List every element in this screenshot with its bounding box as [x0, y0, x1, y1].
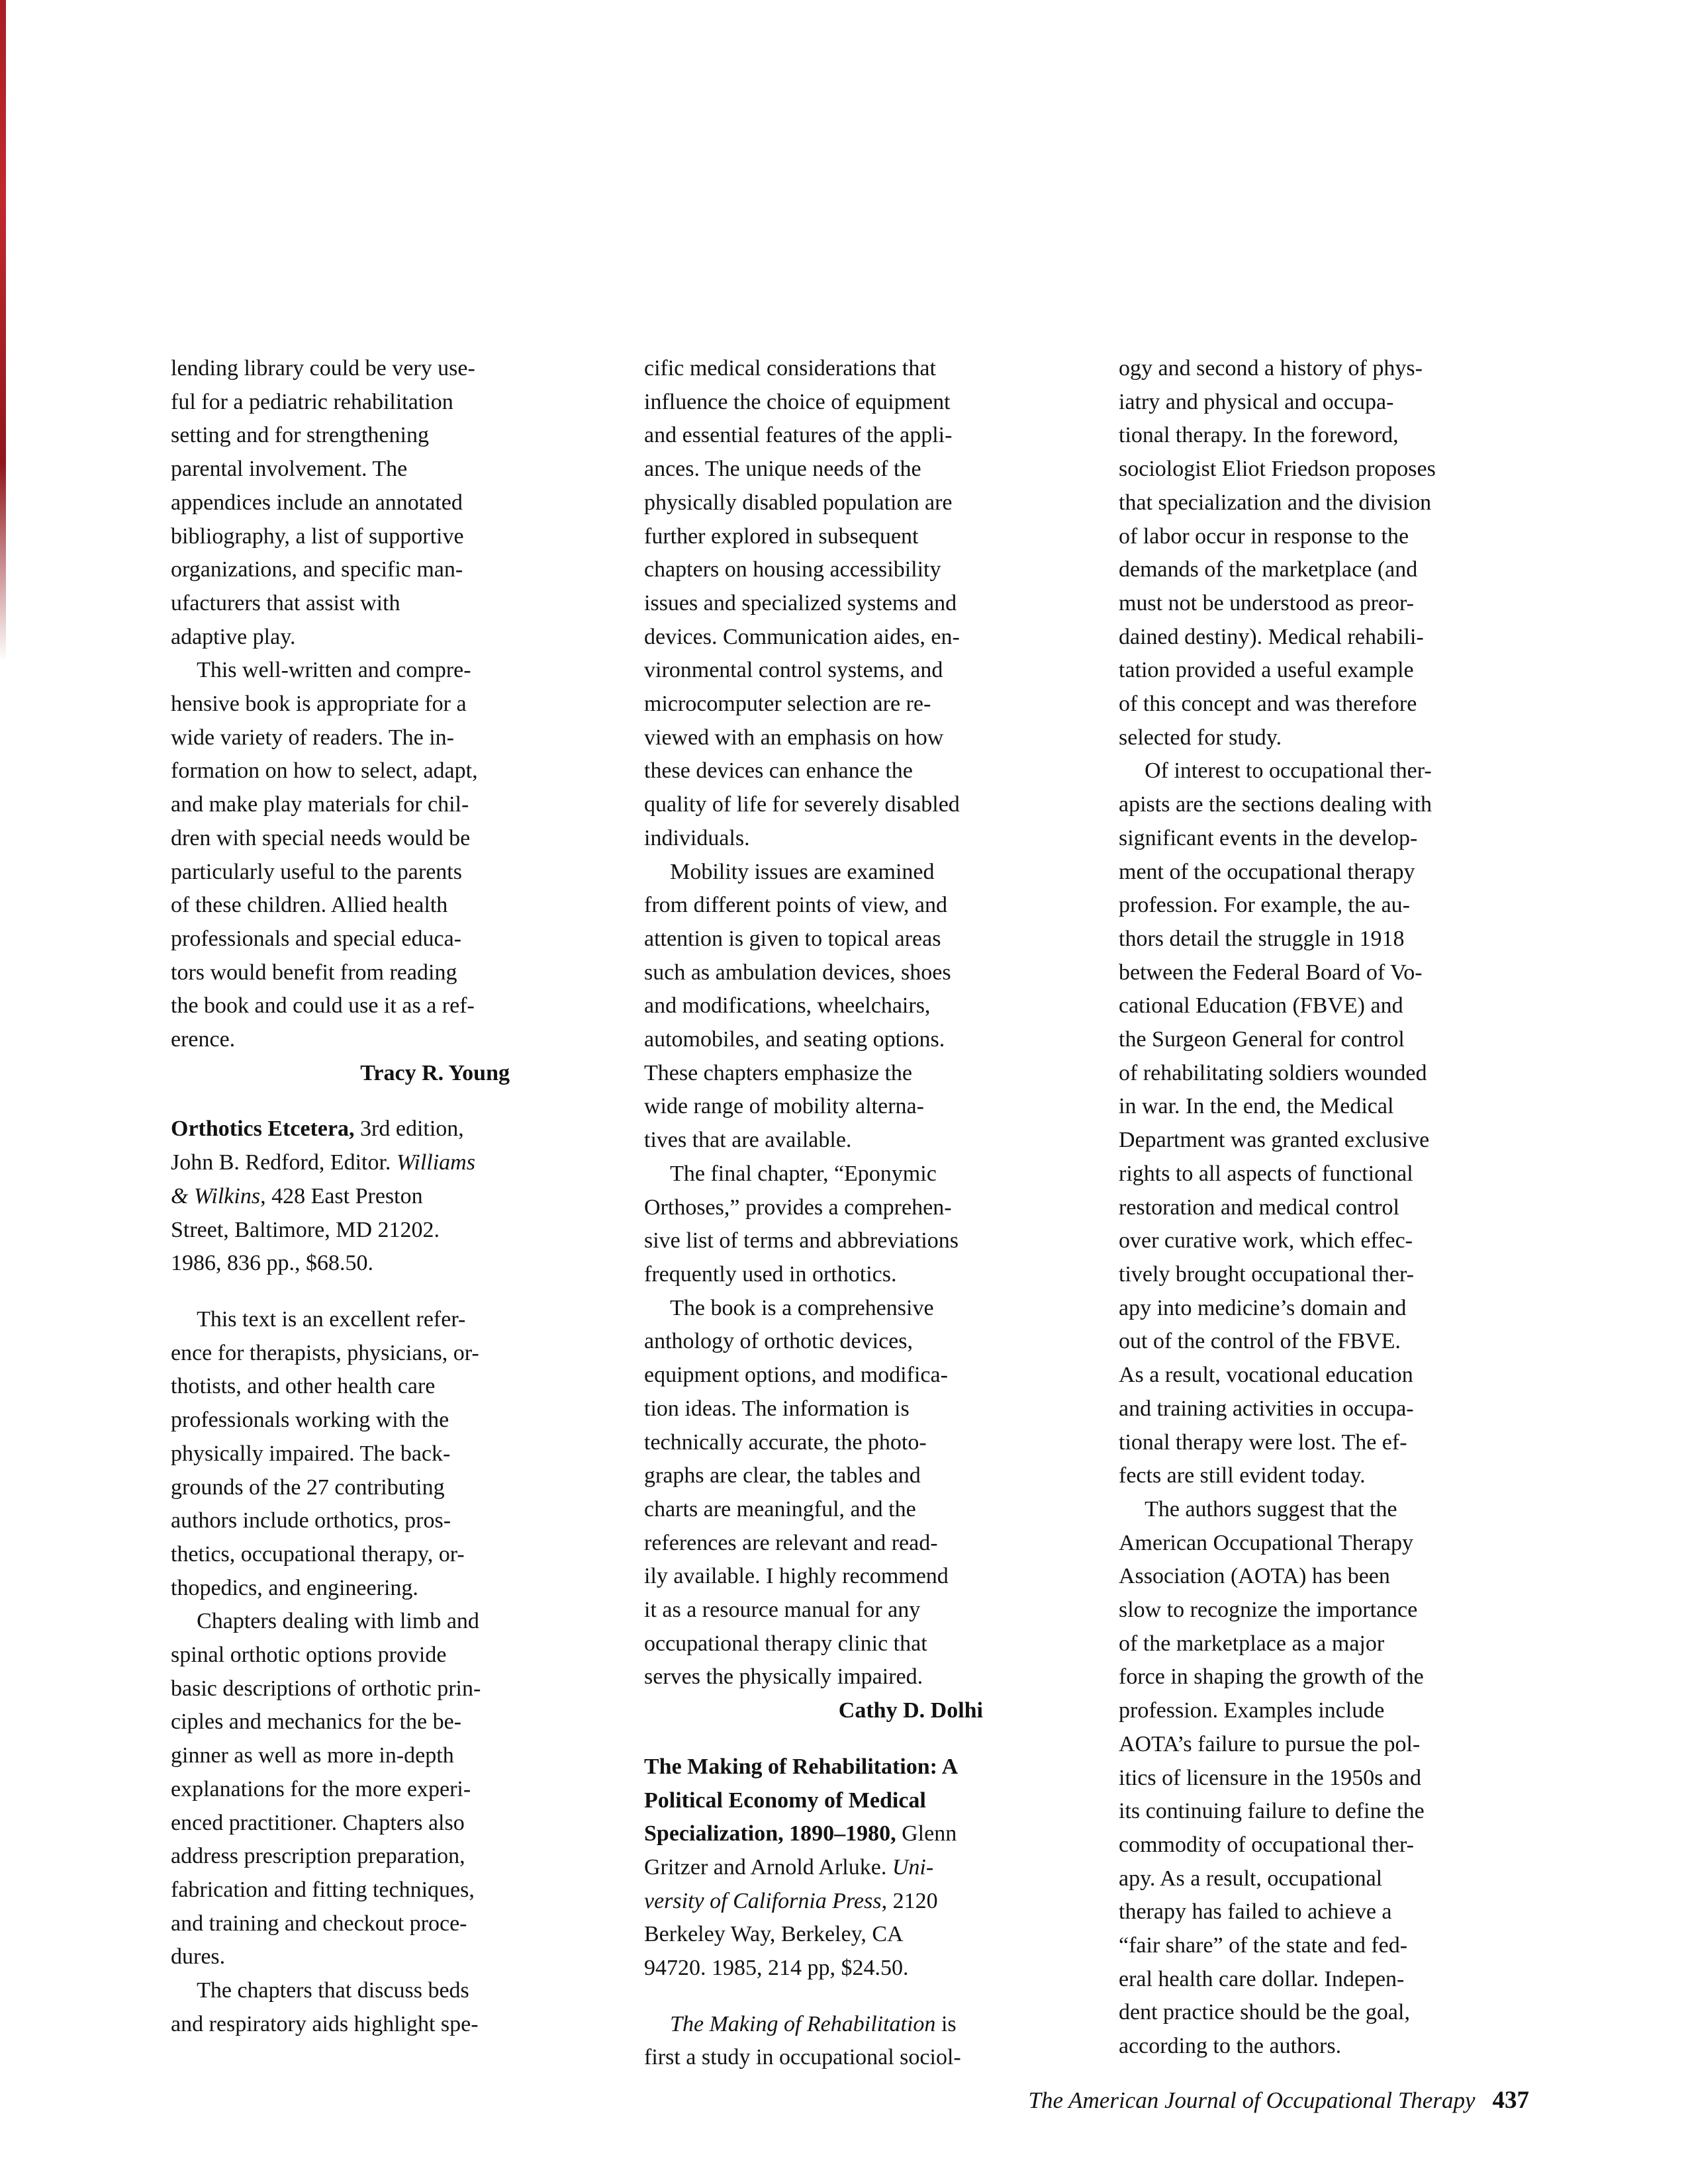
text-run: Tracy R. Young — [360, 1060, 510, 1085]
text-line: wide range of mobility alterna- — [644, 1094, 924, 1119]
text-line: tives that are available. — [644, 1128, 852, 1153]
text-line: its continuing failure to define the — [1119, 1799, 1425, 1824]
text-line: 1986, 836 pp., $68.50. — [171, 1251, 373, 1276]
text-line: tively brought occupational ther- — [1119, 1261, 1414, 1287]
page-footer — [1029, 2086, 1529, 2115]
paragraph — [171, 1974, 510, 2041]
text-line: that specialization and the division — [1119, 490, 1432, 515]
text-line: tional therapy. In the foreword, — [1119, 423, 1399, 448]
text-line: viewed with an emphasis on how — [644, 725, 944, 750]
text-line: As a result, vocational education — [1119, 1363, 1413, 1388]
text-line: of the marketplace as a major — [1119, 1631, 1385, 1656]
text-line: thopedics, and engineering. — [171, 1575, 418, 1600]
text-line: professionals and special educa- — [171, 926, 461, 951]
text-line: dures. — [171, 1944, 226, 1970]
text-line: The final chapter, “Eponymic — [670, 1161, 937, 1186]
text-line: restoration and medical control — [1119, 1195, 1399, 1220]
text-line: such as ambulation devices, shoes — [644, 960, 951, 985]
text-line: rights to all aspects of functional — [1119, 1161, 1413, 1186]
text-line: profession. Examples include — [1119, 1698, 1385, 1723]
text-line: and make play materials for chil- — [171, 792, 469, 817]
text-line — [171, 1146, 510, 1180]
text-line: setting and for strengthening — [171, 423, 429, 448]
text-line: first a study in occupational sociol- — [644, 2045, 961, 2070]
text-run: Specialization, 1890–1980, — [644, 1821, 896, 1846]
text-line: enced practitioner. Chapters also — [171, 1810, 465, 1835]
text-line: AOTA’s failure to pursue the pol- — [1119, 1731, 1421, 1756]
text-line: adaptive play. — [171, 624, 296, 649]
text-line: fects are still evident today. — [1119, 1463, 1366, 1488]
paragraph — [171, 1605, 510, 1974]
text-run: & Wilkins — [171, 1183, 261, 1208]
text-line: apists are the sections dealing with — [1119, 792, 1432, 817]
text-line: organizations, and specific man- — [171, 557, 463, 582]
reviewer-signature — [171, 1057, 510, 1091]
text-line: appendices include an annotated — [171, 490, 463, 515]
text-line — [171, 1057, 510, 1091]
text-line: and respiratory aids highlight spe- — [171, 2011, 479, 2036]
text-line: physically disabled population are — [644, 490, 953, 515]
text-line: ence for therapists, physicians, or- — [171, 1340, 479, 1365]
text-line: and essential features of the appli- — [644, 423, 953, 448]
text-line: Chapters dealing with limb and — [197, 1609, 479, 1634]
book-citation — [644, 1751, 983, 1985]
text-line: anthology of orthotic devices, — [644, 1329, 914, 1354]
text-line: This text is an excellent refer- — [197, 1306, 466, 1332]
text-column — [644, 352, 983, 2075]
text-column — [171, 352, 510, 2041]
text-line: vironmental control systems, and — [644, 658, 943, 683]
text-line: over curative work, which effec- — [1119, 1228, 1413, 1253]
text-line: chapters on housing accessibility — [644, 557, 941, 582]
text-line: devices. Communication aides, en- — [644, 624, 960, 649]
text-line: The chapters that discuss beds — [197, 1978, 469, 2003]
text-line: thetics, occupational therapy, or- — [171, 1541, 465, 1567]
text-line: automobiles, and seating options. — [644, 1027, 945, 1052]
text-run: Political Economy of Medical — [644, 1788, 926, 1813]
text-run: is — [935, 2011, 957, 2036]
text-line: the book and could use it as a ref- — [171, 993, 475, 1019]
text-run: Cathy D. Dolhi — [838, 1698, 983, 1723]
text-line: bibliography, a list of supportive — [171, 523, 464, 549]
text-line: microcomputer selection are re- — [644, 692, 931, 717]
text-line: serves the physically impaired. — [644, 1664, 923, 1690]
text-line: commodity of occupational ther- — [1119, 1832, 1414, 1857]
text-line — [644, 1851, 983, 1885]
text-line: particularly useful to the parents — [171, 859, 462, 884]
scan-edge-artifact — [0, 0, 6, 662]
text-line: address prescription preparation, — [171, 1844, 465, 1869]
text-line: references are relevant and read- — [644, 1530, 938, 1555]
text-line: significant events in the develop- — [1119, 825, 1418, 850]
text-line: ful for a pediatric rehabilitation — [171, 389, 453, 414]
text-line: Of interest to occupational ther- — [1145, 758, 1432, 784]
text-line: sive list of terms and abbreviations — [644, 1228, 959, 1253]
paragraph — [644, 2008, 983, 2075]
text-run: John B. Redford, Editor. — [171, 1150, 397, 1175]
text-line: apy. As a result, occupational — [1119, 1866, 1383, 1891]
text-line: equipment options, and modifica- — [644, 1363, 948, 1388]
text-run: Gritzer and Arnold Arluke. — [644, 1854, 892, 1880]
text-line: dent practice should be the goal, — [1119, 2000, 1410, 2025]
text-line: spinal orthotic options provide — [171, 1643, 447, 1668]
text-line: of this concept and was therefore — [1119, 692, 1417, 717]
page-number: 437 — [1492, 2087, 1529, 2114]
paragraph — [644, 352, 983, 856]
text-line — [644, 1751, 983, 1784]
text-line: physically impaired. The back- — [171, 1441, 451, 1466]
paragraph — [644, 1292, 983, 1694]
text-line: Orthoses,” provides a comprehen- — [644, 1195, 952, 1220]
paragraph — [1119, 1493, 1458, 2064]
text-line: ufacturers that assist with — [171, 590, 400, 615]
text-line: must not be understood as preor- — [1119, 590, 1414, 615]
text-line: lending library could be very use- — [171, 356, 475, 381]
text-line: ment of the occupational therapy — [1119, 859, 1415, 884]
text-line: thors detail the struggle in 1918 — [1119, 926, 1405, 951]
text-line: the Surgeon General for control — [1119, 1027, 1405, 1052]
text-line: slow to recognize the importance — [1119, 1598, 1418, 1623]
text-line: 94720. 1985, 214 pp, $24.50. — [644, 1956, 909, 1981]
text-run: Uni- — [892, 1854, 934, 1880]
text-line: ciples and mechanics for the be- — [171, 1709, 461, 1735]
text-line: ginner as well as more in-depth — [171, 1743, 454, 1768]
text-line: and modifications, wheelchairs, — [644, 993, 931, 1019]
text-line: these devices can enhance the — [644, 758, 913, 784]
text-line: tation provided a useful example — [1119, 658, 1414, 683]
text-run: Orthotics Etcetera, — [171, 1116, 355, 1142]
text-line: iatry and physical and occupa- — [1119, 389, 1394, 414]
paragraph — [171, 352, 510, 654]
text-column — [1119, 352, 1458, 2064]
text-line: wide variety of readers. The in- — [171, 725, 454, 750]
reviewer-signature — [644, 1694, 983, 1728]
text-line: ances. The unique needs of the — [644, 457, 921, 482]
paragraph — [1119, 352, 1458, 754]
text-line: attention is given to topical areas — [644, 926, 941, 951]
text-line: tion ideas. The information is — [644, 1396, 910, 1421]
text-line — [644, 1817, 983, 1851]
text-run: The Making of Rehabilitation — [670, 2011, 936, 2036]
text-line — [171, 1180, 510, 1214]
text-line: tors would benefit from reading — [171, 960, 457, 985]
book-citation — [171, 1113, 510, 1281]
text-line: hensive book is appropriate for a — [171, 692, 467, 717]
text-line: between the Federal Board of Vo- — [1119, 960, 1423, 985]
text-line: “fair share” of the state and fed- — [1119, 1933, 1408, 1958]
paragraph — [644, 856, 983, 1158]
text-line: cific medical considerations that — [644, 356, 936, 381]
text-line: American Occupational Therapy — [1119, 1530, 1413, 1555]
paragraph — [171, 1303, 510, 1605]
text-line: apy into medicine’s domain and — [1119, 1295, 1407, 1320]
text-line: selected for study. — [1119, 725, 1282, 750]
text-line: and training and checkout proce- — [171, 1911, 467, 1936]
text-line: fabrication and fitting techniques, — [171, 1877, 475, 1902]
text-line: issues and specialized systems and — [644, 590, 957, 615]
text-run: Glenn — [896, 1821, 957, 1846]
text-line: out of the control of the FBVE. — [1119, 1329, 1401, 1354]
text-run: , 2120 — [881, 1888, 938, 1913]
text-line: of these children. Allied health — [171, 893, 448, 918]
text-line: profession. For example, the au- — [1119, 893, 1410, 918]
text-line: force in shaping the growth of the — [1119, 1664, 1424, 1690]
text-line: frequently used in orthotics. — [644, 1261, 897, 1287]
text-line: and training activities in occupa- — [1119, 1396, 1414, 1421]
text-line: Mobility issues are examined — [670, 859, 935, 884]
text-line: The book is a comprehensive — [670, 1295, 934, 1320]
text-line — [644, 1784, 983, 1818]
text-line: quality of life for severely disabled — [644, 792, 960, 817]
text-line: graphs are clear, the tables and — [644, 1463, 921, 1488]
text-line: dained destiny). Medical rehabili- — [1119, 624, 1424, 649]
text-line: influence the choice of equipment — [644, 389, 951, 414]
text-line: explanations for the more experi- — [171, 1776, 471, 1801]
text-line — [644, 1885, 983, 1919]
text-run: 3rd edition, — [354, 1116, 464, 1142]
text-line: individuals. — [644, 825, 750, 850]
text-line: charts are meaningful, and the — [644, 1496, 916, 1522]
text-run: The Making of Rehabilitation: A — [644, 1754, 959, 1779]
text-line: of labor occur in response to the — [1119, 523, 1409, 549]
text-line: ogy and second a history of phys- — [1119, 356, 1423, 381]
text-line: parental involvement. The — [171, 457, 408, 482]
text-line: The authors suggest that the — [1145, 1496, 1397, 1522]
text-line: This well-written and compre- — [197, 658, 471, 683]
text-line: demands of the marketplace (and — [1119, 557, 1418, 582]
text-line: Association (AOTA) has been — [1119, 1564, 1390, 1589]
text-line — [644, 2008, 983, 2042]
text-line: formation on how to select, adapt, — [171, 758, 478, 784]
text-line: from different points of view, and — [644, 893, 947, 918]
text-line: thotists, and other health care — [171, 1374, 436, 1399]
text-run: , 428 East Preston — [260, 1183, 423, 1208]
text-line: cational Education (FBVE) and — [1119, 993, 1403, 1019]
text-line: These chapters emphasize the — [644, 1060, 912, 1085]
text-line: erence. — [171, 1027, 236, 1052]
text-line: it as a resource manual for any — [644, 1598, 921, 1623]
text-line: eral health care dollar. Indepen- — [1119, 1966, 1405, 1991]
text-line: therapy has failed to achieve a — [1119, 1899, 1392, 1925]
text-line: ily available. I highly recommend — [644, 1564, 949, 1589]
text-line: itics of licensure in the 1950s and — [1119, 1765, 1422, 1790]
text-line: in war. In the end, the Medical — [1119, 1094, 1394, 1119]
text-line: grounds of the 27 contributing — [171, 1475, 445, 1500]
text-line: Department was granted exclusive — [1119, 1128, 1430, 1153]
paragraph — [644, 1158, 983, 1292]
paragraph — [171, 654, 510, 1056]
text-line: further explored in subsequent — [644, 523, 919, 549]
text-line: of rehabilitating soldiers wounded — [1119, 1060, 1427, 1085]
text-line: professionals working with the — [171, 1408, 449, 1433]
text-line: technically accurate, the photo- — [644, 1430, 927, 1455]
text-line — [644, 1694, 983, 1728]
journal-title: The American Journal of Occupational Therapy — [1028, 2087, 1476, 2113]
text-run: Williams — [396, 1150, 475, 1175]
text-line: authors include orthotics, pros- — [171, 1508, 451, 1533]
text-line: basic descriptions of orthotic prin- — [171, 1676, 481, 1701]
text-line: occupational therapy clinic that — [644, 1631, 927, 1656]
text-run: versity of California Press — [644, 1888, 882, 1913]
text-line: dren with special needs would be — [171, 825, 471, 850]
paragraph — [1119, 754, 1458, 1492]
text-line: sociologist Eliot Friedson proposes — [1119, 457, 1436, 482]
text-line: Street, Baltimore, MD 21202. — [171, 1217, 440, 1242]
text-line — [171, 1113, 510, 1146]
text-line: Berkeley Way, Berkeley, CA — [644, 1922, 904, 1947]
text-line: according to the authors. — [1119, 2034, 1342, 2059]
text-line: tional therapy were lost. The ef- — [1119, 1430, 1407, 1455]
